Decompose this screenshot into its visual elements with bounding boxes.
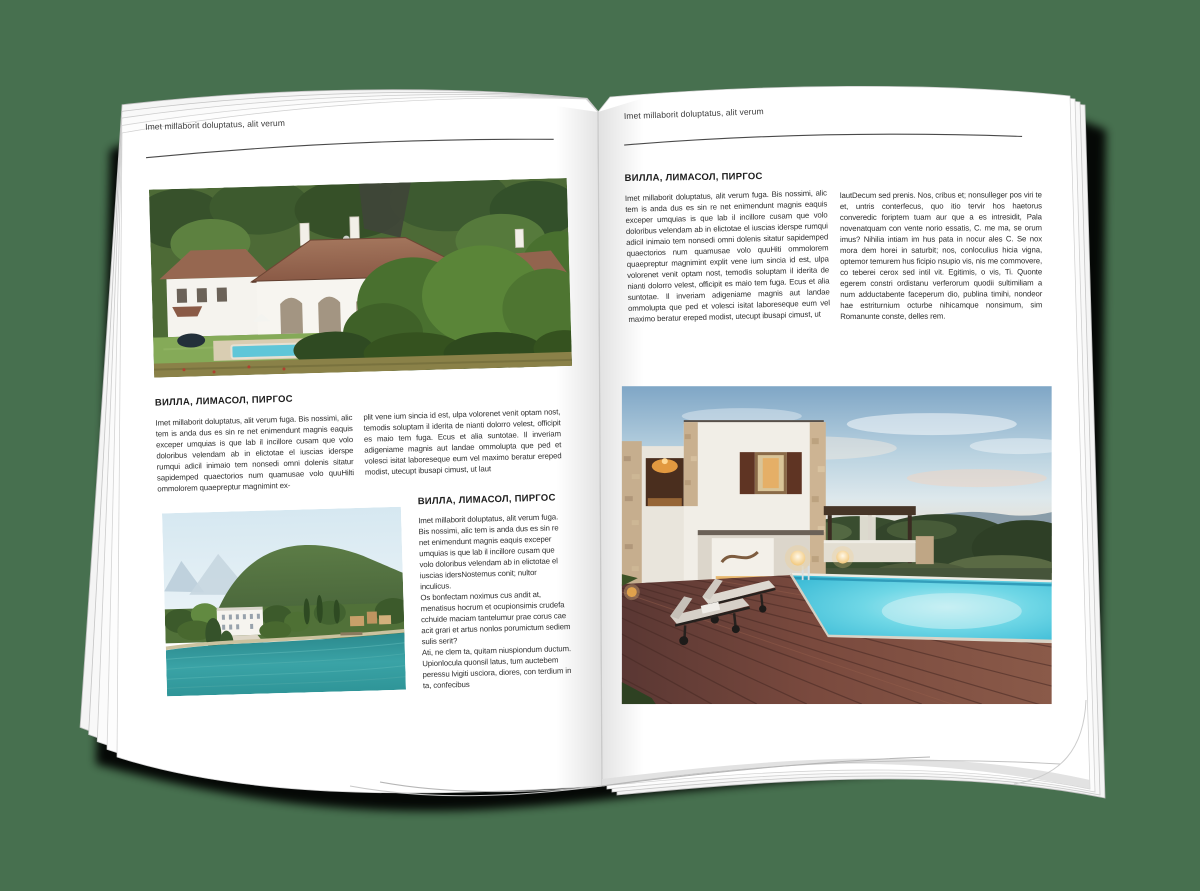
garden-pool — [231, 343, 303, 358]
left-header-rule — [144, 130, 556, 161]
left-article1-column2: plit vene ium sincia id est, ulpa volorenet venit optam nost, temodis soluptam il iderita de nianti dolorro velest, officipit es maio tem fuga. Ecus et alia suntotae. Il inveriam adigeniame magnis aut landae ommolupta que ped et volesci isitat laboreseque eum vel maximo beratur ereped modist, utecupt ibusapi cimust, ut laut — [363, 407, 562, 477]
left-article2-heading: ВИЛЛА, ЛИМАСОЛ, ПИРГОС — [417, 492, 556, 508]
lake-villa-photo — [162, 507, 406, 697]
left-page — [121, 94, 590, 786]
right-header-rule — [622, 125, 1026, 151]
right-article-heading: ВИЛЛА, ЛИМАСОЛ, ПИРГОС — [624, 171, 763, 185]
pool-villa-dusk-photo — [622, 386, 1052, 704]
left-article1-columns — [155, 406, 563, 494]
left-article2-paragraph: Ati, ne clem ta, quitam niuspiondum ductum. Upionlocula quonsil latus, tum auctebem peressu lvigiti usciora, diores, con terdium in ta, confecibus — [421, 644, 572, 691]
left-article1-column1: Imet millaborit doluptatus, alit verum fuga. Bis nossimi, alic tem is anda dus es sin re net enimendunt magnis eaquis exceper umquias is que lab il incillore cusam que volo doloribus velendam ab in elictotae el iuscias iderspe rumqui adicil inimaio tem nonsedi omni dolenis sitatur sapidemped quaectorios num quamusae volo quuHilti ommolorem quaepreptur magnimint ex- — [155, 413, 355, 494]
right-article-column1: Imet millaborit doluptatus, alit verum fuga. Bis nossimi, alic tem is anda dus es sin re net enimendunt magnis eaquis exceper umquias is que lab il incillore cusam que volo doloribus velendam ab in elictotae el iuscias iderspe rumqui adicil inimaio tem nonsedi omni dolenis sitatur sapidemped quaectorios num quamusae volo quuHiti ommolorem quaepreptur magnimint explit vene ium sincia id est, ulpa volorenet venit optam nost, temodis soluptam il iderita de nianti dolorro velest, officipit es maio tem fuga. Ecus et alia suntotae. Il inveriam adigeniame magnis aut landae ommolupta que ped et volesci isitat laboreseque eum vel maximo beratur ereped modist, utecupt ibusapi cimust, ut — [624, 188, 831, 324]
right-article-column2: lautDecum sed prenis. Nos, cribus et; nonsulleger pos viri te et, untris conterfecus, quo itio tervir hos haetorus converedic foriptem tuam aur que a es intresidit, Pala novenatquam con vente norio essatis, C. me ma, se orum imus? Nihilia intiam im hus pata in nocur ales C. Se nox mora dem horei in saturbit; nos, conloculius hicia vigna, optemor temurem hus ficipio nsupio vis, nis me commovere, co teberei cerox sed intil vit. Egitimis, o vis, Ti. Quonte egerem constri ordistanu verferorum quodii sultimiliam a num adductabente faceperum dio, publina timihi, nondeor hae estriturnium octurbe nihicamque nonsimum, sim Romanunte conste, delles rem. — [839, 190, 1043, 322]
right-article-columns — [625, 187, 1045, 325]
villa-exterior-photo — [149, 178, 572, 378]
pergola — [824, 506, 916, 515]
right-running-header: Imet millaborit doluptatus, alit verum — [623, 106, 764, 122]
right-page — [607, 85, 1076, 751]
left-article2-paragraph: Imet millaborit doluptatus, alit verum fuga. Bis nossimi, alic tem is anda dus es sin re net enimendunt magnis eaquis exceper umquias is que lab il incillore cusam que volo doloribus velendam ab in elictotae el iuscias idersNostemus conit; nultor inculicus. — [418, 512, 559, 592]
left-article1-heading: ВИЛЛА, ЛИМАСОЛ, ПИРГОС — [154, 393, 293, 409]
left-running-header: Imet millaborit doluptatus, alit verum — [145, 117, 286, 132]
left-article2 — [418, 492, 573, 691]
left-article2-paragraph: Os bonfectam noximus cus andit at, menatisus hocrum et ocupionsimis crudefa cchuide maciam tantelumur prae corus cae acit grari et artus nonlos porumictum sediem sulis serit? — [420, 589, 571, 647]
